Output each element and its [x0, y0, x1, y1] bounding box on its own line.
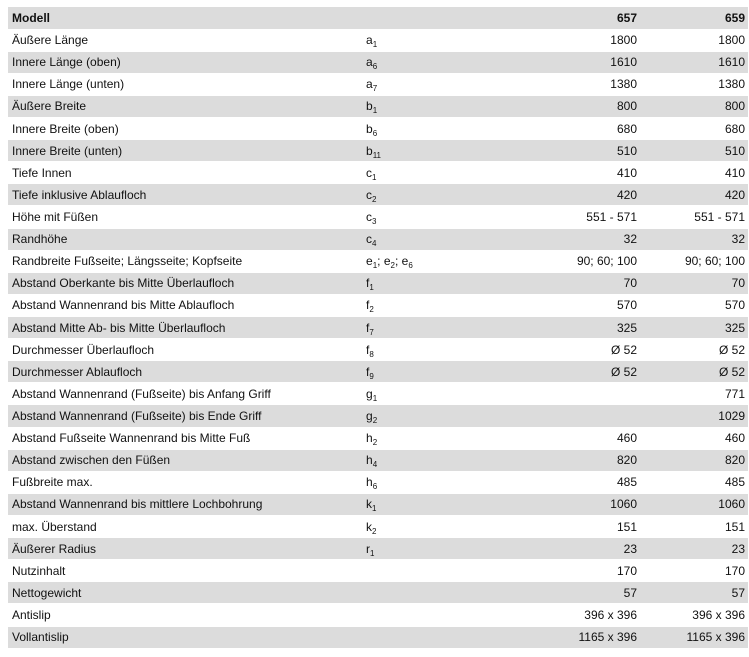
value-657: 510: [530, 140, 640, 162]
row-label: Innere Länge (unten): [8, 73, 360, 95]
header-row: [8, 7, 748, 29]
row-label: Nettogewicht: [8, 582, 360, 604]
symbol-letter: f: [366, 364, 370, 379]
row-label: Abstand zwischen den Füßen: [8, 449, 360, 471]
value-657: 410: [530, 162, 640, 184]
table-row: [8, 317, 748, 339]
row-label: Tiefe Innen: [8, 162, 360, 184]
table-row: [8, 405, 748, 427]
row-label: Nutzinhalt: [8, 560, 360, 582]
row-symbol: [360, 516, 530, 538]
table-row: [8, 582, 748, 604]
value-657: 32: [530, 228, 640, 250]
symbol-index: 1: [372, 106, 378, 116]
value-659: 410: [640, 162, 748, 184]
symbol-index: 8: [369, 349, 374, 359]
row-symbol: [360, 361, 530, 383]
row-label: Randbreite Fußseite; Längsseite; Kopfseite: [8, 250, 360, 272]
value-657: 170: [530, 560, 640, 582]
symbol-letter: f: [366, 298, 370, 313]
row-symbol: [360, 272, 530, 294]
value-659: 396 x 396: [640, 604, 748, 626]
value-659: Ø 52: [640, 339, 748, 361]
row-label: Äußerer Radius: [8, 538, 360, 560]
table-row: [8, 250, 748, 272]
row-symbol: [360, 162, 530, 184]
row-symbol: [360, 250, 530, 272]
table-row: [8, 383, 748, 405]
symbol-separator: ;: [394, 254, 402, 269]
value-657: 570: [530, 294, 640, 316]
symbol-letter: a: [366, 77, 373, 92]
value-659: 325: [640, 317, 748, 339]
row-symbol: [360, 449, 530, 471]
row-label: Innere Breite (oben): [8, 118, 360, 140]
value-659: 551 - 571: [640, 206, 748, 228]
row-symbol: [360, 493, 530, 515]
row-symbol: [360, 317, 530, 339]
value-657: 151: [530, 516, 640, 538]
symbol-letter: e: [383, 254, 391, 269]
symbol-index: 9: [369, 371, 374, 381]
value-657: 1380: [530, 73, 640, 95]
value-659: 570: [640, 294, 748, 316]
row-label: Abstand Wannenrand (Fußseite) bis Ende Griff: [8, 405, 360, 427]
value-657: 396 x 396: [530, 604, 640, 626]
symbol-letter: c: [366, 187, 372, 202]
symbol-letter: b: [366, 143, 373, 158]
symbol-index: 2: [372, 416, 378, 426]
symbol-letter: b: [366, 99, 373, 114]
table-row: [8, 51, 748, 73]
symbol-letter: h: [366, 453, 373, 468]
row-label: Innere Breite (unten): [8, 140, 360, 162]
symbol-index: 1: [370, 548, 375, 558]
symbol-index: 1: [372, 504, 377, 514]
value-659: 70: [640, 272, 748, 294]
row-symbol: [360, 604, 530, 626]
symbol-letter: h: [366, 475, 373, 490]
header-symbol-cell: [360, 7, 530, 29]
value-657: 23: [530, 538, 640, 560]
row-label: Höhe mit Füßen: [8, 206, 360, 228]
symbol-index: 1: [372, 40, 378, 50]
symbol-letter: c: [366, 165, 372, 180]
value-659: 57: [640, 582, 748, 604]
symbol-letter: k: [366, 497, 372, 512]
table-row: [8, 361, 748, 383]
symbol-letter: b: [366, 121, 373, 136]
row-symbol: [360, 118, 530, 140]
value-657: 680: [530, 118, 640, 140]
row-symbol: [360, 294, 530, 316]
symbol-index: 2: [369, 305, 374, 315]
value-657: 485: [530, 471, 640, 493]
symbol-letter: e: [366, 254, 373, 269]
table-row: [8, 339, 748, 361]
symbol-index: 2: [372, 438, 378, 448]
table-row: [8, 294, 748, 316]
spec-table: [8, 7, 748, 649]
row-symbol: [360, 339, 530, 361]
row-label: Durchmesser Ablaufloch: [8, 361, 360, 383]
table-row: [8, 493, 748, 515]
row-symbol: [360, 560, 530, 582]
symbol-index: 7: [372, 84, 378, 94]
row-label: Durchmesser Überlaufloch: [8, 339, 360, 361]
row-symbol: [360, 582, 530, 604]
value-659: 680: [640, 118, 748, 140]
symbol-separator: ;: [377, 254, 384, 269]
row-label: Fußbreite max.: [8, 471, 360, 493]
symbol-letter: f: [366, 276, 370, 291]
value-657: 460: [530, 427, 640, 449]
symbol-index: 2: [390, 261, 395, 271]
symbol-letter: c: [366, 232, 372, 247]
value-659: 151: [640, 516, 748, 538]
symbol-letter: a: [366, 33, 373, 48]
spec-table-body: [8, 7, 748, 648]
row-symbol: [360, 29, 530, 51]
symbol-index: 1: [372, 172, 377, 182]
symbol-index: 2: [372, 194, 377, 204]
symbol-letter: a: [366, 55, 373, 70]
value-657: 70: [530, 272, 640, 294]
table-row: [8, 29, 748, 51]
row-symbol: [360, 73, 530, 95]
symbol-index: 4: [372, 239, 377, 249]
row-symbol: [360, 405, 530, 427]
table-row: [8, 140, 748, 162]
row-label: Innere Länge (oben): [8, 51, 360, 73]
value-659: 820: [640, 449, 748, 471]
row-label: Abstand Wannenrand (Fußseite) bis Anfang Griff: [8, 383, 360, 405]
value-657: 90; 60; 100: [530, 250, 640, 272]
value-659: 1029: [640, 405, 748, 427]
row-symbol: [360, 471, 530, 493]
row-symbol: [360, 538, 530, 560]
value-659: 420: [640, 184, 748, 206]
row-label: Tiefe inklusive Ablaufloch: [8, 184, 360, 206]
value-657: 1800: [530, 29, 640, 51]
symbol-letter: h: [366, 431, 373, 446]
row-symbol: [360, 51, 530, 73]
row-symbol: [360, 228, 530, 250]
row-label: Abstand Wannenrand bis Mitte Ablaufloch: [8, 294, 360, 316]
row-label: Vollantislip: [8, 626, 360, 648]
value-657: 57: [530, 582, 640, 604]
symbol-index: 6: [372, 62, 378, 72]
symbol-letter: c: [366, 210, 372, 225]
symbol-index: 1: [369, 283, 374, 293]
table-row: [8, 162, 748, 184]
table-row: [8, 228, 748, 250]
symbol-letter: k: [366, 519, 372, 534]
value-657: 420: [530, 184, 640, 206]
symbol-letter: g: [366, 386, 373, 401]
row-label: Abstand Mitte Ab- bis Mitte Überlaufloch: [8, 317, 360, 339]
value-659: 32: [640, 228, 748, 250]
value-657: [530, 405, 640, 427]
header-label: Modell: [8, 7, 360, 29]
value-659: 510: [640, 140, 748, 162]
table-row: [8, 449, 748, 471]
symbol-index: 6: [372, 482, 378, 492]
row-symbol: [360, 383, 530, 405]
row-symbol: [360, 184, 530, 206]
value-657: 820: [530, 449, 640, 471]
row-label: Äußere Breite: [8, 95, 360, 117]
table-row: [8, 118, 748, 140]
row-symbol: [360, 626, 530, 648]
value-659: 771: [640, 383, 748, 405]
header-model-657: 657: [530, 7, 640, 29]
row-label: Abstand Oberkante bis Mitte Überlaufloch: [8, 272, 360, 294]
value-659: 90; 60; 100: [640, 250, 748, 272]
value-657: 551 - 571: [530, 206, 640, 228]
value-657: 800: [530, 95, 640, 117]
value-659: 800: [640, 95, 748, 117]
symbol-index: 6: [408, 261, 413, 271]
table-row: [8, 73, 748, 95]
value-657: Ø 52: [530, 339, 640, 361]
row-symbol: [360, 206, 530, 228]
row-symbol: [360, 95, 530, 117]
table-row: [8, 184, 748, 206]
value-659: 1610: [640, 51, 748, 73]
value-657: 1165 x 396: [530, 626, 640, 648]
row-label: Randhöhe: [8, 228, 360, 250]
value-659: 485: [640, 471, 748, 493]
table-row: [8, 604, 748, 626]
table-row: [8, 560, 748, 582]
symbol-index: 7: [369, 327, 374, 337]
symbol-index: 3: [372, 217, 377, 227]
value-659: 1380: [640, 73, 748, 95]
value-659: Ø 52: [640, 361, 748, 383]
symbol-index: 11: [372, 150, 381, 160]
value-659: 23: [640, 538, 748, 560]
symbol-letter: r: [366, 541, 370, 556]
value-657: 325: [530, 317, 640, 339]
value-659: 170: [640, 560, 748, 582]
symbol-letter: f: [366, 342, 370, 357]
table-row: [8, 471, 748, 493]
row-label: Äußere Länge: [8, 29, 360, 51]
symbol-letter: g: [366, 409, 373, 424]
row-label: Antislip: [8, 604, 360, 626]
header-model-659: 659: [640, 7, 748, 29]
symbol-index: 1: [372, 261, 378, 271]
row-symbol: [360, 427, 530, 449]
symbol-index: 4: [372, 460, 378, 470]
value-659: 1165 x 396: [640, 626, 748, 648]
row-label: max. Überstand: [8, 516, 360, 538]
table-row: [8, 206, 748, 228]
value-659: 1060: [640, 493, 748, 515]
symbol-letter: e: [401, 254, 409, 269]
table-row: [8, 538, 748, 560]
value-659: 460: [640, 427, 748, 449]
value-657: 1060: [530, 493, 640, 515]
table-row: [8, 272, 748, 294]
row-symbol: [360, 140, 530, 162]
table-row: [8, 626, 748, 648]
symbol-index: 6: [372, 128, 378, 138]
symbol-letter: f: [366, 320, 370, 335]
value-657: 1610: [530, 51, 640, 73]
row-label: Abstand Wannenrand bis mittlere Lochbohrung: [8, 493, 360, 515]
table-row: [8, 427, 748, 449]
symbol-index: 1: [372, 393, 378, 403]
value-657: [530, 383, 640, 405]
table-row: [8, 95, 748, 117]
row-label: Abstand Fußseite Wannenrand bis Mitte Fuß: [8, 427, 360, 449]
table-row: [8, 516, 748, 538]
value-659: 1800: [640, 29, 748, 51]
symbol-index: 2: [372, 526, 377, 536]
value-657: Ø 52: [530, 361, 640, 383]
